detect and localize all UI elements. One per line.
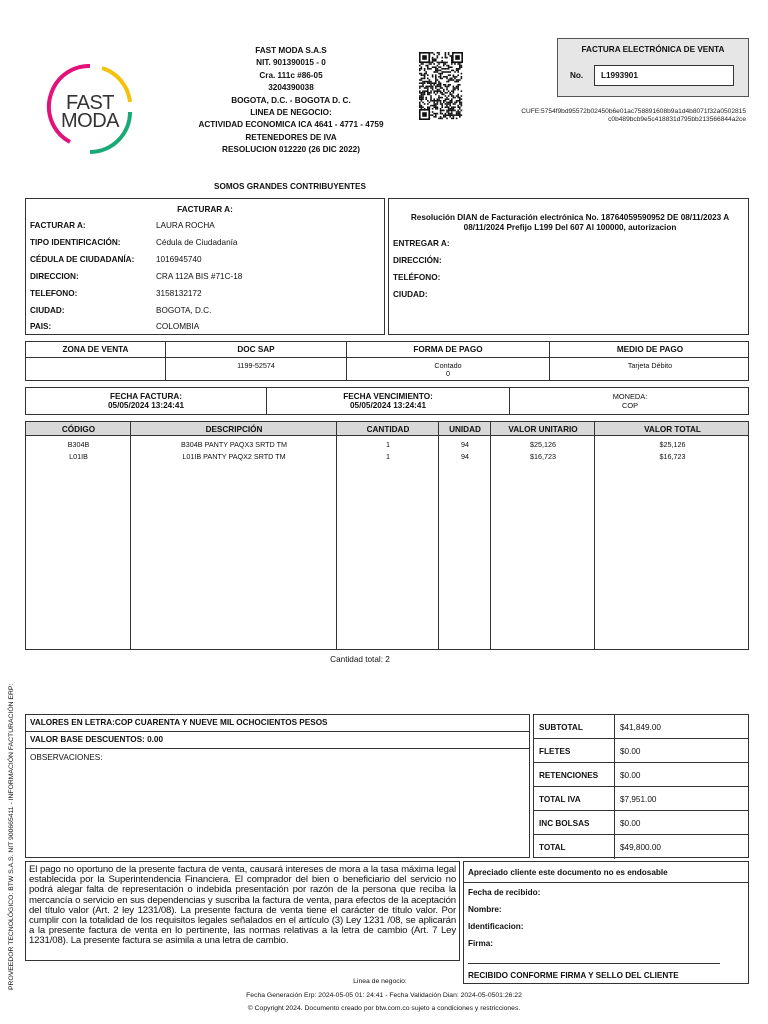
items-table xyxy=(25,421,749,650)
client-field-label: DIRECCION: xyxy=(30,272,79,281)
invoice-no-value: L1993901 xyxy=(594,65,734,86)
items-column-header: CANTIDAD xyxy=(366,425,410,434)
table-cell: 1 xyxy=(386,452,390,461)
payment-form-header: FORMA DE PAGO xyxy=(413,345,483,354)
company-line: RESOLUCION 012220 (26 DIC 2022) xyxy=(222,145,360,155)
qr-code-icon xyxy=(419,52,463,120)
client-field-label: CIUDAD: xyxy=(30,306,65,315)
invoice-date-cell xyxy=(26,388,267,414)
client-field-value: Cédula de Ciudadanía xyxy=(156,238,238,247)
totals-label: INC BOLSAS xyxy=(539,819,590,828)
contributor-status: SOMOS GRANDES CONTRIBUYENTES xyxy=(214,182,366,191)
delivery-box xyxy=(388,198,749,335)
table-cell: $16,723 xyxy=(530,452,556,461)
items-column-header: CÓDIGO xyxy=(61,425,96,434)
payment-method-header: MEDIO DE PAGO xyxy=(616,345,684,354)
table-row xyxy=(26,440,748,451)
currency-label: MONEDA: xyxy=(612,392,648,401)
items-column-header: VALOR TOTAL xyxy=(644,425,701,434)
client-field-value: 3158132172 xyxy=(156,289,202,298)
dates-row xyxy=(25,387,749,415)
client-field-label: TIPO IDENTIFICACIÓN: xyxy=(30,238,121,247)
totals-row xyxy=(534,763,748,787)
totals-label: FLETES xyxy=(539,747,571,756)
invoice-date-label: FECHA FACTURA: xyxy=(109,392,182,401)
table-row xyxy=(26,452,748,463)
receipt-footer: RECIBIDO CONFORME FIRMA Y SELLO DEL CLIENTE xyxy=(468,971,679,980)
quantity-total: Cantidad total: 2 xyxy=(330,655,390,664)
invoice-number-box xyxy=(557,38,749,97)
totals-row xyxy=(534,715,748,739)
business-line-label: Linea de negocio: xyxy=(353,978,407,985)
totals-label: RETENCIONES xyxy=(539,771,599,780)
observations-label: OBSERVACIONES: xyxy=(30,753,103,762)
invoice-no-label: No. xyxy=(570,71,584,80)
currency-value: COP xyxy=(621,401,638,410)
company-line: 3204390038 xyxy=(268,83,314,93)
zone-header: ZONA DE VENTA xyxy=(62,345,129,354)
client-field-value: BOGOTA, D.C. xyxy=(156,306,212,315)
delivery-address-label: DIRECCIÓN: xyxy=(393,256,442,265)
client-field-value: CRA 112A BIS #71C-18 xyxy=(156,272,243,281)
legal-notice: El pago no oportuno de la presente factura de venta, causará intereses de mora a la tasa máxima legal establecida por la Superintendencia Financiera. El comprador del bien o beneficiario del servicio no podrá alegar falta de representación o indebida presentación por razón de la persona que reciba la mercancía o servicio en sus dependencias y suscriba la factura de venta, para efectos de la aceptación del título valor (Art. 2 ley 1231/08). La presente factura de venta tiene el carácter de título valor. Por cumplir con la totalidad de los requisitos legales señalados en el artículo (3) Ley 1231 /08, se aplicarán a la presente factura de venta en lo pertinente, las normas relativas a la letra de cambio (Art. 7 Ley 1231/08). La presente factura se asimila a una letra de cambio. xyxy=(25,861,460,961)
table-cell: $25,126 xyxy=(659,440,686,449)
due-date-cell xyxy=(267,388,510,414)
totals-label: TOTAL IVA xyxy=(539,795,581,804)
doc-sap-value: 1199-52574 xyxy=(237,361,275,370)
client-field-label: CÉDULA DE CIUDADANÍA: xyxy=(30,255,135,264)
received-date-label: Fecha de recibido: xyxy=(468,888,541,897)
totals-label: SUBTOTAL xyxy=(539,723,583,732)
name-label: Nombre: xyxy=(468,905,502,914)
invoice-date-value: 05/05/2024 13:24:41 xyxy=(107,401,185,410)
totals-row xyxy=(534,739,748,763)
company-line: BOGOTA, D.C. - BOGOTA D. C. xyxy=(231,95,351,105)
totals-value: $7,951.00 xyxy=(620,795,657,804)
company-line: FAST MODA S.A.S xyxy=(255,46,327,55)
doc-sap-col xyxy=(166,342,347,380)
receipt-title: Apreciado cliente este documento no es endosable xyxy=(468,868,668,877)
table-cell: L01IB PANTY PAQX2 SRTD TM xyxy=(182,452,286,461)
table-cell: $25,126 xyxy=(530,440,556,449)
table-cell: 94 xyxy=(461,440,469,449)
table-cell: B304B PANTY PAQX3 SRTD TM xyxy=(181,440,287,449)
receipt-box xyxy=(463,861,749,984)
table-cell: $16,723 xyxy=(659,452,686,461)
client-field-label: PAIS: xyxy=(30,322,52,331)
dian-resolution: Resolución DIAN de Facturación electrónica No. 18764059590952 DE 08/11/2023 A 08/11/2024 Prefijo L199 Del 607 Al 100000, autorizacion xyxy=(410,213,730,232)
client-field-label: FACTURAR A: xyxy=(30,221,86,230)
totals-row xyxy=(534,835,748,859)
totals-label: TOTAL xyxy=(539,843,566,852)
delivery-to-label: ENTREGAR A: xyxy=(393,239,450,248)
payment-method-col xyxy=(550,342,750,380)
company-line: Cra. 111c #86-05 xyxy=(259,70,323,80)
company-line: ACTIVIDAD ECONOMICA ICA 4641 - 4771 - 4759 xyxy=(198,120,384,130)
amount-in-words: VALORES EN LETRA:COP CUARENTA Y NUEVE MIL OCHOCIENTOS PESOS xyxy=(30,718,328,727)
delivery-phone-label: TELÉFONO: xyxy=(393,273,441,282)
company-line: RETENEDORES DE IVA xyxy=(245,132,337,142)
payment-form-value: Contado 0 xyxy=(434,361,462,378)
signature-line xyxy=(468,963,720,964)
items-column-header: VALOR UNITARIO xyxy=(508,425,578,434)
table-cell: 1 xyxy=(386,440,390,449)
client-box-title: FACTURAR A: xyxy=(177,205,233,214)
payment-form-col xyxy=(347,342,550,380)
client-field-value: COLOMBIA xyxy=(156,322,200,331)
totals-table xyxy=(533,714,749,858)
payment-method-value: Tarjeta Débito xyxy=(627,361,673,370)
totals-value: $49,800.00 xyxy=(620,843,661,852)
zone-col xyxy=(26,342,166,380)
totals-row xyxy=(534,787,748,811)
totals-value: $41,849.00 xyxy=(620,723,661,732)
table-cell: 94 xyxy=(461,452,469,461)
client-field-label: TELEFONO: xyxy=(30,289,78,298)
company-line: LINEA DE NEGOCIO: xyxy=(250,108,332,118)
company-logo xyxy=(44,60,136,160)
totals-value: $0.00 xyxy=(620,819,641,828)
items-column-header: UNIDAD xyxy=(449,425,481,434)
summary-box xyxy=(25,714,530,858)
footer-copyright: © Copyright 2024. Documento creado por btw.com.co sujeto a condiciones y restricciones. xyxy=(247,1005,521,1012)
client-box xyxy=(25,198,385,335)
cufe-code: CUFE:5754f9bd95572b02450b6e01ac758891608b9a1d4b8071f32a0502815c0b489bcb9e5c418831d795bb213566844a2ce xyxy=(521,108,746,123)
totals-value: $0.00 xyxy=(620,771,641,780)
delivery-city-label: CIUDAD: xyxy=(393,290,428,299)
client-field-value: LAURA ROCHA xyxy=(156,221,215,230)
logo-text-fast: FAST xyxy=(65,92,114,114)
items-column-header: DESCRIPCIÓN xyxy=(205,425,263,434)
discount-base: VALOR BASE DESCUENTOS: 0.00 xyxy=(30,735,163,744)
vertical-provider-note: PROVEEDOR TECNOLÓGICO: BTW S.A.S. NIT 900665411 - INFORMACIÓN FACTURACIÓN ERP: xyxy=(8,683,15,990)
logo-text-moda: MODA xyxy=(61,110,119,132)
currency-cell xyxy=(510,388,750,414)
identification-label: Identificacion: xyxy=(468,922,524,931)
invoice-title: FACTURA ELECTRÓNICA DE VENTA xyxy=(581,45,725,54)
totals-value: $0.00 xyxy=(620,747,641,756)
client-field-value: 1016945740 xyxy=(156,255,202,264)
company-info xyxy=(180,45,402,157)
footer-dates: Fecha Generación Erp: 2024-05-05 01: 24:41 - Fecha Validación Dian: 2024-05-0501:26:22 xyxy=(246,992,522,999)
signature-label: Firma: xyxy=(468,939,494,948)
sales-zone-table xyxy=(25,341,749,381)
table-cell: L01IB xyxy=(69,452,88,461)
company-line: NIT. 901390015 - 0 xyxy=(256,58,326,68)
due-date-label: FECHA VENCIMIENTO: xyxy=(343,392,433,401)
totals-row xyxy=(534,811,748,835)
table-cell: B304B xyxy=(67,440,90,449)
due-date-value: 05/05/2024 13:24:41 xyxy=(349,401,427,410)
doc-sap-header: DOC SAP xyxy=(237,345,275,354)
